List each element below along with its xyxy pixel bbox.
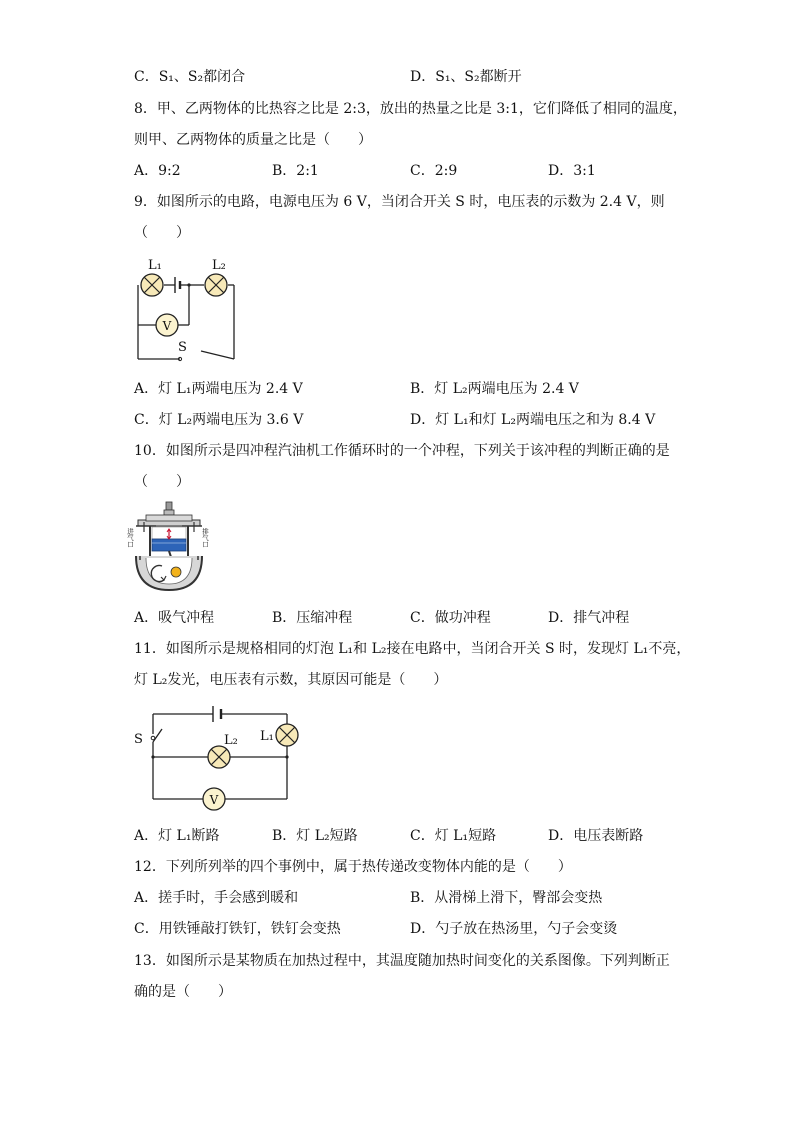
q12-option-b: B．从滑梯上滑下，臀部会变热: [410, 890, 603, 906]
q9-battery: [175, 277, 180, 293]
q10-piston: [152, 539, 186, 551]
q10-crank: [171, 567, 181, 577]
q11-voltmeter-label: V: [209, 793, 219, 807]
q11-option-a: A．灯 L₁断路: [134, 828, 220, 844]
q9-option-d: D．灯 L₁和灯 L₂两端电压之和为 8.4 V: [410, 412, 656, 428]
q11-switch-contact: [151, 736, 155, 740]
q12-stem-line1: 12．下列所列举的四个事例中，属于热传递改变物体内能的是（ ）: [134, 859, 572, 875]
q9-option-c: C．灯 L₂两端电压为 3.6 V: [134, 412, 304, 428]
q9-lamp-l2: [205, 274, 227, 296]
q11-stem-line1: 11．如图所示是规格相同的灯泡 L₁和 L₂接在电路中，当闭合开关 S 时，发现灯 L₁不亮，: [134, 641, 691, 657]
q11-lamp-l1: [276, 724, 298, 746]
q10-intake-label: 进气口: [126, 528, 134, 548]
q11-option-d: D．电压表断路: [548, 828, 644, 844]
q8-option-d: D．3:1: [548, 163, 596, 179]
q8-option-a: A．9:2: [134, 163, 181, 179]
q9-voltmeter-label: V: [162, 319, 172, 333]
q8-option-b: B．2:1: [272, 163, 319, 179]
q9-circuit-figure: [130, 255, 240, 365]
q11-switch-lever: [153, 729, 162, 742]
q9-label-l2: L₂: [212, 258, 226, 273]
q11-option-c: C．灯 L₁短路: [410, 828, 497, 844]
q10-option-b: B．压缩冲程: [272, 610, 353, 626]
q11-battery: [213, 706, 221, 722]
q12-option-d: D．勺子放在热汤里，勺子会变烫: [410, 921, 618, 937]
q10-option-a: A．吸气冲程: [134, 610, 215, 626]
q13-stem-line2: 确的是（ ）: [134, 984, 232, 1000]
q10-spark-plug: [164, 502, 174, 515]
q10-exhaust-label: 排气口: [201, 528, 209, 548]
q8-stem-line1: 8．甲、乙两物体的比热容之比是 2:3，放出的热量之比是 3:1，它们降低了相同的温度，: [134, 101, 687, 117]
q10-stem-line2: （ ）: [134, 474, 190, 490]
q11-stem-line2: 灯 L₂发光，电压表有示数，其原因可能是（ ）: [134, 672, 448, 688]
q11-lamp-l2: [208, 746, 230, 768]
q11-voltmeter: [203, 788, 225, 810]
q11-option-b: B．灯 L₂短路: [272, 828, 358, 844]
q13-stem-line1: 13．如图所示是某物质在加热过程中，其温度随加热时间变化的关系图像。下列判断正: [134, 953, 670, 969]
q9-option-a: A．灯 L₁两端电压为 2.4 V: [134, 381, 303, 397]
q8-option-c: C．2:9: [410, 163, 458, 179]
q9-label-s: S: [178, 340, 187, 355]
q9-lamp-l1: [141, 274, 163, 296]
q9-label-l1: L₁: [148, 258, 162, 273]
q9-voltmeter: [156, 314, 178, 336]
q12-option-c: C．用铁锤敲打铁钉，铁钉会变热: [134, 921, 341, 937]
q11-label-l2: L₂: [224, 733, 238, 748]
q10-engine-figure: [128, 500, 210, 596]
q11-label-s: S: [134, 732, 143, 747]
q10-option-d: D．排气冲程: [548, 610, 630, 626]
q9-junction: [187, 283, 190, 286]
q11-label-l1: L₁: [260, 729, 274, 744]
q10-option-c: C．做功冲程: [410, 610, 491, 626]
q9-stem-line1: 9．如图所示的电路，电源电压为 6 V，当闭合开关 S 时，电压表的示数为 2.4 V，则: [134, 194, 665, 210]
q9-switch-lever: [201, 351, 234, 359]
q7-option-c: C．S₁、S₂都闭合: [134, 69, 246, 85]
q9-stem-line2: （ ）: [134, 225, 190, 241]
q9-option-b: B．灯 L₂两端电压为 2.4 V: [410, 381, 579, 397]
q7-option-d: D．S₁、S₂都断开: [410, 69, 522, 85]
q10-stem-line1: 10．如图所示是四冲程汽油机工作循环时的一个冲程，下列关于该冲程的判断正确的是: [134, 443, 670, 459]
q11-circuit-figure: [132, 698, 307, 814]
q8-stem-line2: 则甲、乙两物体的质量之比是（ ）: [134, 132, 372, 148]
q12-option-a: A．搓手时，手会感到暖和: [134, 890, 299, 906]
